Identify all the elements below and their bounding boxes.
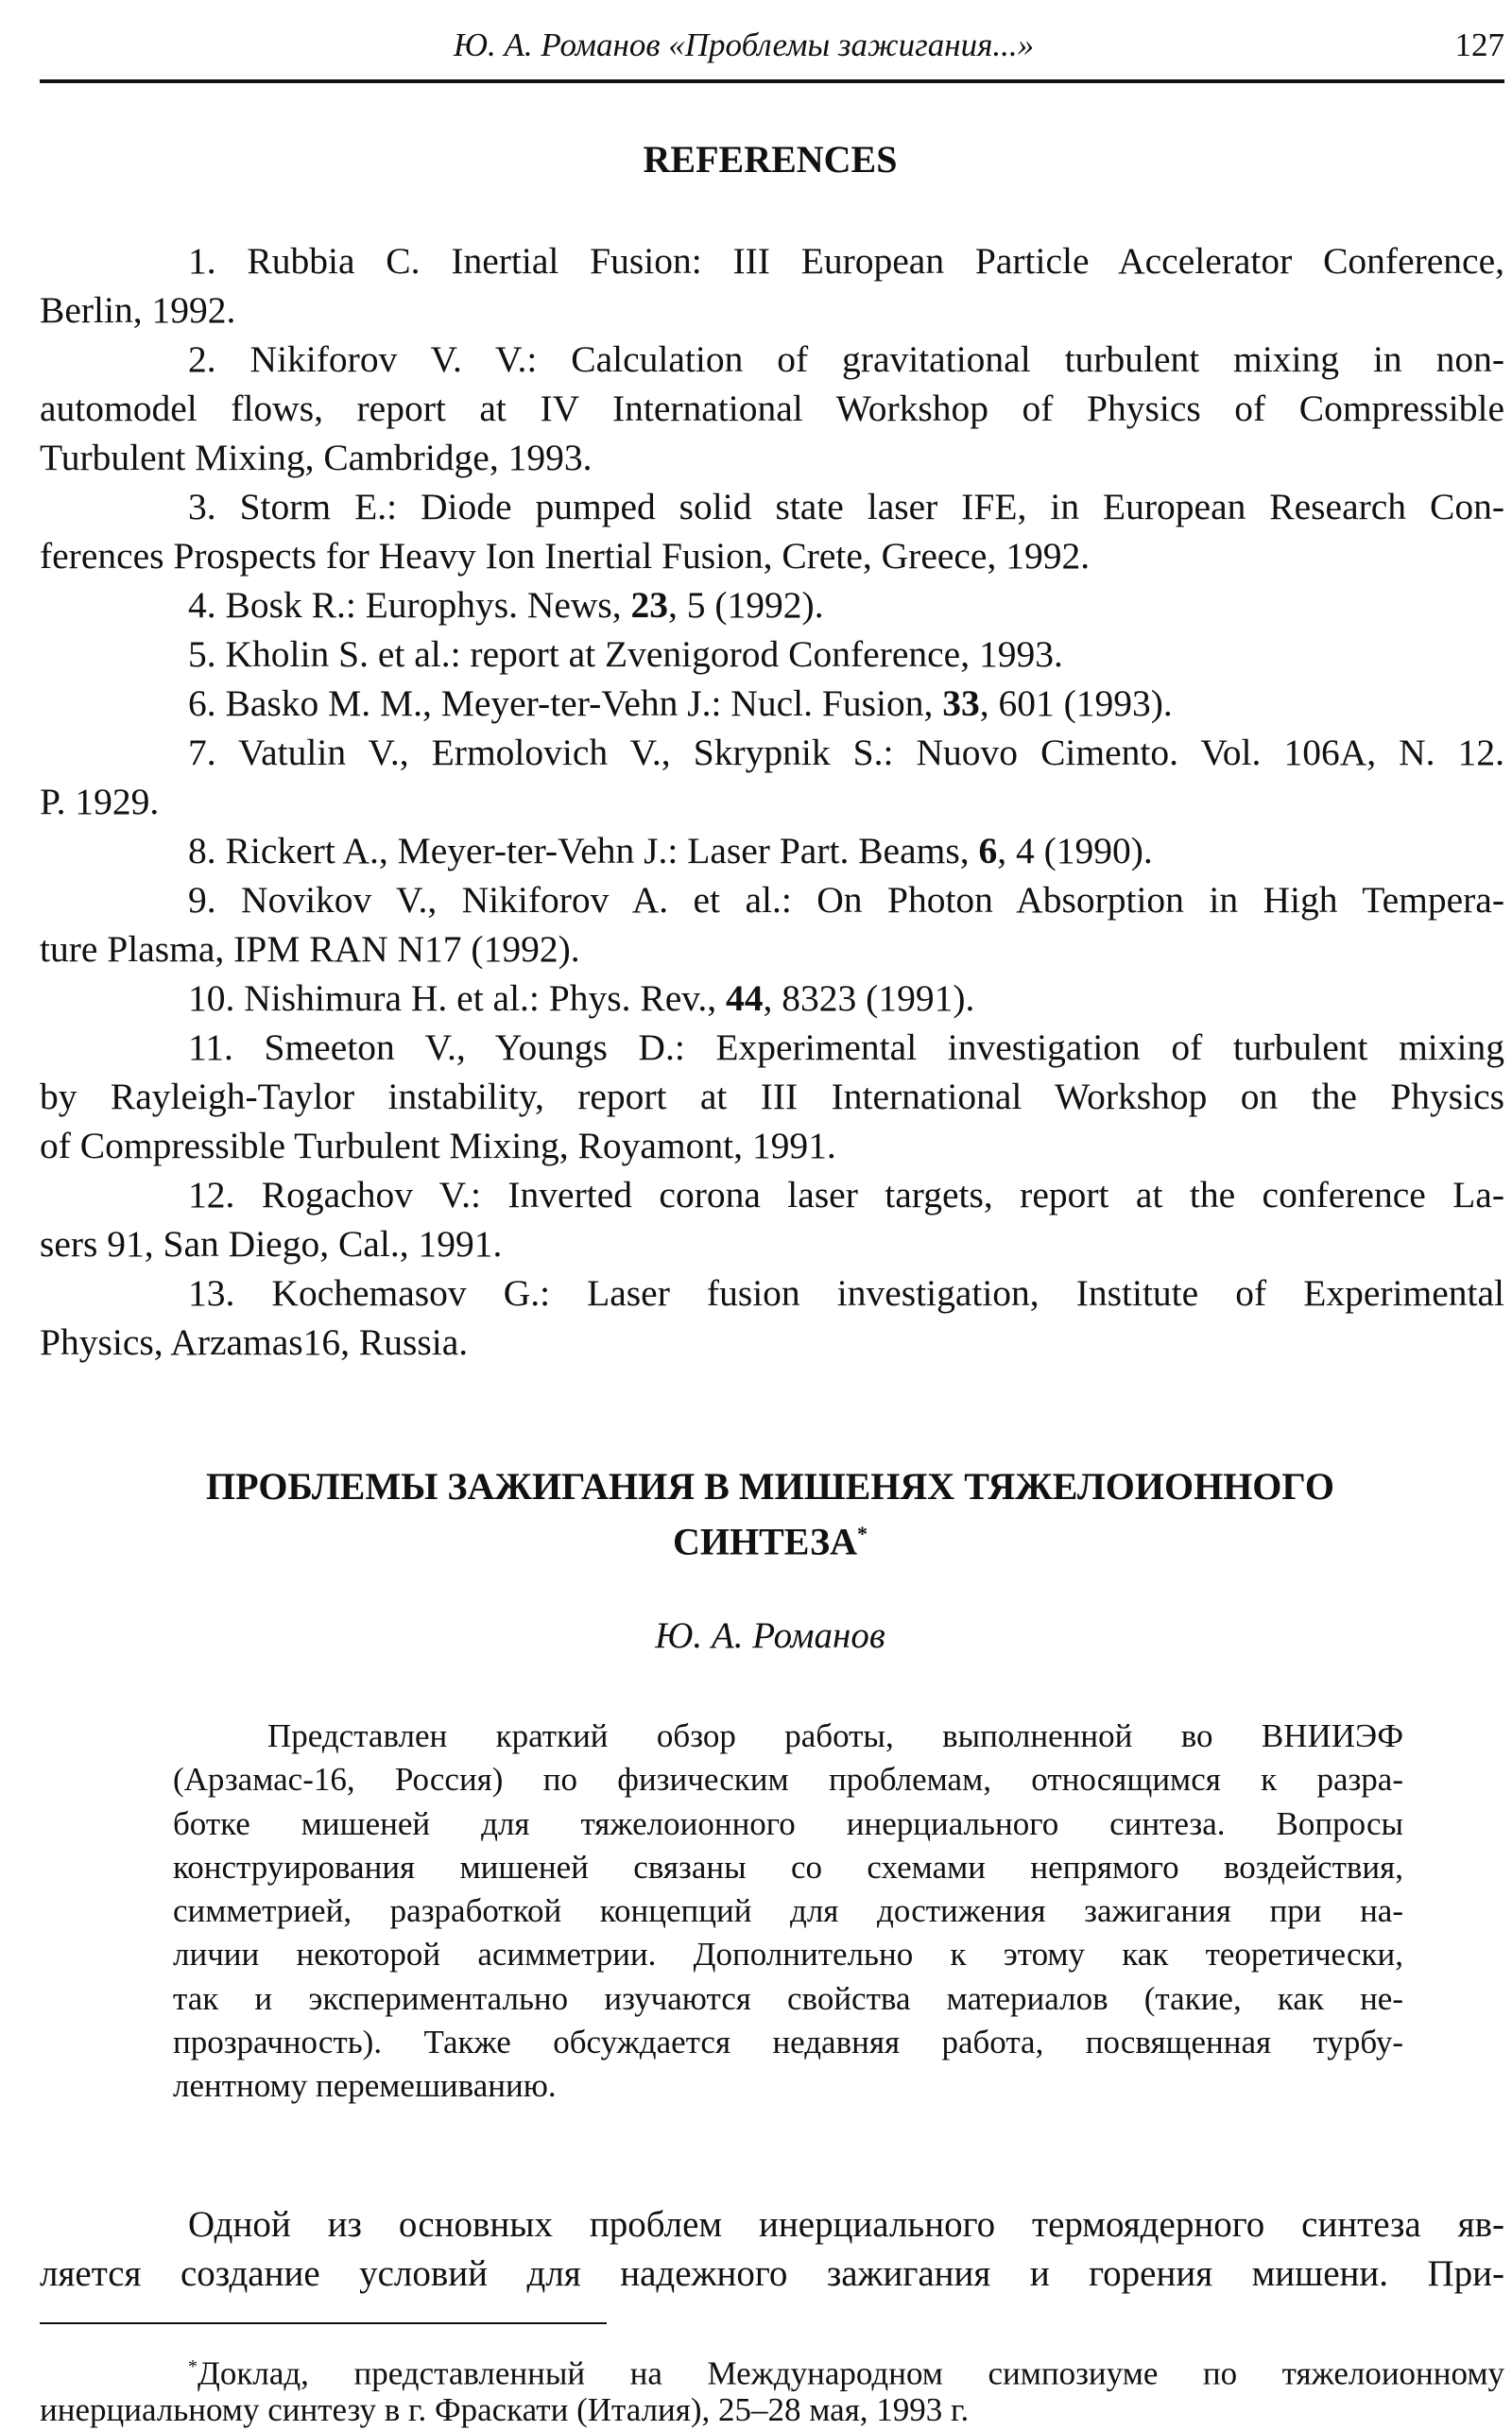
abstract-line <box>173 2021 1403 2064</box>
abstract-line <box>173 1933 1403 1976</box>
reference-line <box>40 335 1504 384</box>
text-segment: , 8323 (1991). <box>763 977 975 1019</box>
reference-item <box>40 826 1504 875</box>
text-segment: P. 1929. <box>40 781 160 822</box>
reference-line <box>40 531 1504 580</box>
volume-number: 23 <box>630 584 669 626</box>
text-segment: 11. Smeeton V., Youngs D.: Experimental investigation of turbulent mixing <box>188 1026 1504 1068</box>
text-segment: , 4 (1990). <box>997 830 1153 871</box>
header-rule <box>40 79 1504 83</box>
line-text: лентному перемешиванию. <box>173 2067 557 2105</box>
text-segment: 1. Rubbia C. Inertial Fusion: III European Particle Accelerator Conference, <box>188 240 1504 282</box>
reference-line <box>40 580 1504 629</box>
abstract-line <box>173 1889 1403 1933</box>
abstract-line <box>173 1977 1403 2021</box>
text-segment: Berlin, 1992. <box>40 289 236 331</box>
line-text: инерциальному синтезу в г. Фраскати (Италия), 25–28 мая, 1993 г. <box>40 2391 970 2428</box>
text-segment: 13. Kochemasov G.: Laser fusion investigation, Institute of Experimental <box>188 1272 1504 1314</box>
article-title-line2-text: СИНТЕЗА <box>673 1520 857 1563</box>
volume-number: 33 <box>942 682 980 724</box>
text-segment: 2. Nikiforov V. V.: Calculation of gravitational turbulent mixing in non- <box>188 338 1504 380</box>
reference-line <box>40 384 1504 433</box>
body-line <box>40 2200 1504 2250</box>
text-segment: 7. Vatulin V., Ermolovich V., Skrypnik S.: Nuovo Cimento. Vol. 106A, N. 12. <box>188 732 1504 773</box>
reference-line <box>40 679 1504 728</box>
line-text: так и экспериментально изучаются свойства материалов (такие, как не- <box>173 1979 1403 2017</box>
body-line <box>40 2250 1504 2299</box>
line-text: Представлен краткий обзор работы, выполненной во ВНИИЭФ <box>267 1717 1403 1754</box>
line-text: Одной из основных проблем инерциального термоядерного синтеза яв- <box>188 2204 1504 2245</box>
reference-line <box>40 1170 1504 1219</box>
text-segment: 9. Novikov V., Nikiforov A. et al.: On Photon Absorption in High Tempera- <box>188 879 1504 921</box>
text-segment: by Rayleigh-Taylor instability, report at III International Workshop on the Physics <box>40 1076 1504 1117</box>
reference-item <box>40 1268 1504 1367</box>
reference-item <box>40 580 1504 629</box>
text-segment: ture Plasma, IPM RAN N17 (1992). <box>40 928 580 970</box>
line-text: конструирования мишеней связаны со схемами непрямого воздействия, <box>173 1848 1403 1886</box>
text-segment: 6. Basko M. M., Meyer-ter-Vehn J.: Nucl. Fusion, <box>188 682 943 724</box>
abstract-line <box>173 1846 1403 1889</box>
footnote-rule <box>40 2322 607 2324</box>
reference-line <box>40 826 1504 875</box>
running-head-title: Ю. А. Романов «Проблемы зажигания...» <box>453 26 1035 63</box>
text-segment: 8. Rickert A., Meyer-ter-Vehn J.: Laser Part. Beams, <box>188 830 979 871</box>
text-segment: sers 91, San Diego, Cal., 1991. <box>40 1223 503 1265</box>
reference-line <box>40 1268 1504 1318</box>
reference-item <box>40 335 1504 482</box>
text-segment: Turbulent Mixing, Cambridge, 1993. <box>40 437 593 478</box>
text-segment: of Compressible Turbulent Mixing, Royamont, 1991. <box>40 1125 836 1166</box>
article-title-line2 <box>0 1510 1512 1565</box>
text-segment: 5. Kholin S. et al.: report at Zvenigorod Conference, 1993. <box>188 633 1063 675</box>
reference-item <box>40 679 1504 728</box>
reference-item <box>40 629 1504 679</box>
text-segment: automodel flows, report at IV International Workshop of Physics of Compressible <box>40 388 1504 429</box>
reference-line <box>40 1219 1504 1268</box>
text-segment: 12. Rogachov V.: Inverted corona laser targets, report at the conference La- <box>188 1174 1504 1216</box>
reference-line <box>40 974 1504 1023</box>
reference-line <box>40 285 1504 335</box>
volume-number: 6 <box>978 830 998 871</box>
reference-item <box>40 236 1504 335</box>
abstract <box>173 1715 1403 2109</box>
reference-item <box>40 1023 1504 1170</box>
footnote-line <box>40 2388 1504 2431</box>
reference-line <box>40 236 1504 285</box>
article-author: Ю. А. Романов <box>655 1615 885 1656</box>
reference-line <box>40 433 1504 482</box>
reference-line <box>40 728 1504 777</box>
reference-line <box>40 1121 1504 1170</box>
reference-item <box>40 875 1504 974</box>
page-number: 127 <box>1454 26 1504 63</box>
abstract-line <box>173 1715 1403 1758</box>
text-segment: 3. Storm E.: Diode pumped solid state laser IFE, in European Research Con- <box>188 486 1504 527</box>
abstract-line <box>173 1758 1403 1802</box>
line-text: ляется создание условий для надежного зажигания и горения мишени. При- <box>40 2253 1504 2294</box>
references-heading: REFERENCES <box>643 138 898 181</box>
footnote-reference-mark: * <box>856 1522 868 1545</box>
reference-item <box>40 482 1504 580</box>
footnote-line <box>40 2346 1504 2392</box>
reference-item <box>40 1170 1504 1268</box>
volume-number: 44 <box>726 977 764 1019</box>
article-title-line1: ПРОБЛЕМЫ ЗАЖИГАНИЯ В МИШЕНЯХ ТЯЖЕЛОИОННОГО <box>206 1465 1334 1508</box>
line-text: личии некоторой асимметрии. Дополнительно к этому как теоретически, <box>173 1936 1403 1974</box>
reference-line <box>40 482 1504 531</box>
reference-line <box>40 1072 1504 1121</box>
footnote <box>40 2346 1504 2431</box>
line-text: прозрачность). Также обсуждается недавняя работа, посвященная турбу- <box>173 2024 1403 2061</box>
reference-line <box>40 924 1504 974</box>
text-segment: 10. Nishimura H. et al.: Phys. Rev., <box>188 977 727 1019</box>
reference-line <box>40 629 1504 679</box>
line-text: симметрией, разработкой концепций для достижения зажигания при на- <box>173 1892 1403 1930</box>
reference-line <box>40 777 1504 826</box>
text-segment: Physics, Arzamas16, Russia. <box>40 1321 469 1363</box>
text-segment: , 5 (1992). <box>668 584 824 626</box>
text-segment: ferences Prospects for Heavy Ion Inertial Fusion, Crete, Greece, 1992. <box>40 535 1091 577</box>
footnote-mark: * <box>188 2356 198 2377</box>
reference-item <box>40 728 1504 826</box>
abstract-line <box>173 2064 1403 2108</box>
text-segment: , 601 (1993). <box>979 682 1173 724</box>
article-title <box>0 1463 1512 1565</box>
body-text <box>40 2200 1504 2299</box>
reference-line <box>40 875 1504 924</box>
running-head <box>40 26 1504 74</box>
line-text: ботке мишеней для тяжелоионного инерциального синтеза. Вопросы <box>173 1804 1403 1842</box>
abstract-line <box>173 1802 1403 1846</box>
line-text: (Арзамас-16, Россия) по физическим проблемам, относящимся к разра- <box>173 1761 1403 1799</box>
reference-item <box>40 974 1504 1023</box>
reference-line <box>40 1023 1504 1072</box>
line-text: Доклад, представленный на Международном симпозиуме по тяжелоионному <box>198 2354 1504 2392</box>
text-segment: 4. Bosk R.: Europhys. News, <box>188 584 631 626</box>
reference-line <box>40 1318 1504 1367</box>
references-list <box>40 236 1504 1367</box>
